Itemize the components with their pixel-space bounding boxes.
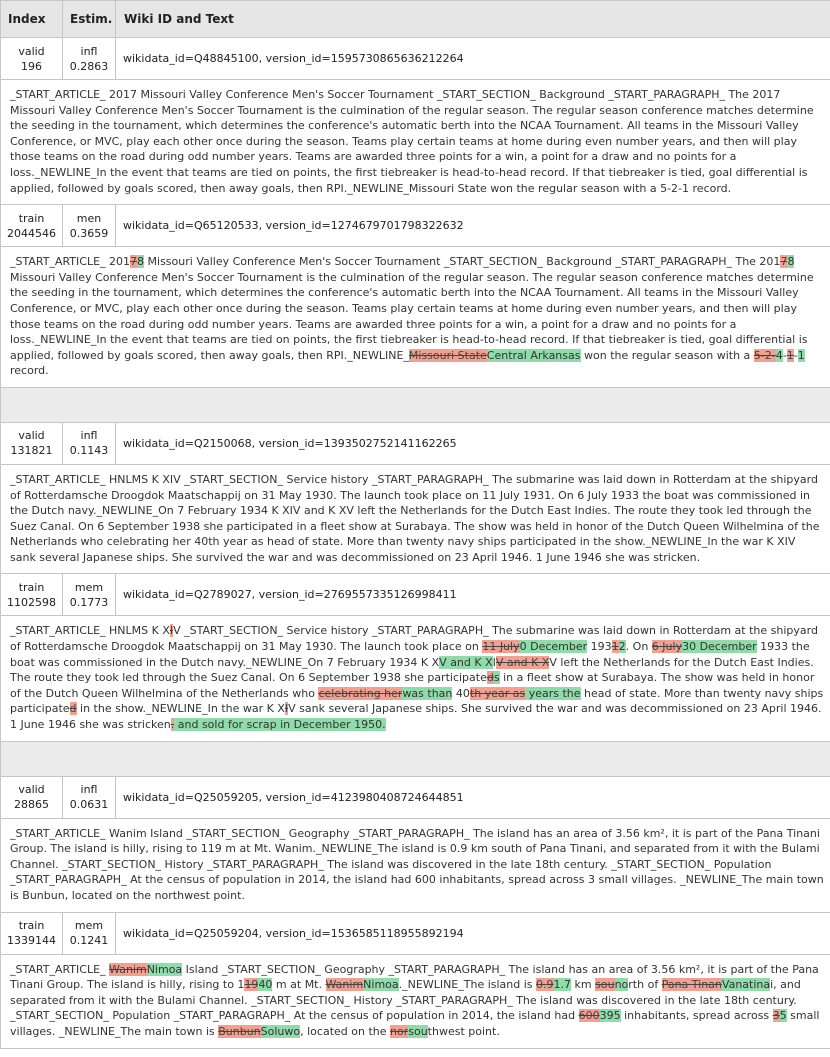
index-cell [1,574,63,616]
train-text-row [1,616,830,741]
text-segment: 40 [452,686,470,700]
inserted-text: Soluwo [260,1024,301,1038]
estim-label: infl [80,44,98,58]
index-number: 131821 [10,444,53,458]
deleted-text: Wanim [109,962,147,976]
text-segment: in a fleet show at Surabaya. The show was held in honor of the Dutch Queen Wilhelmina of the Netherlands who [10,671,815,700]
text-segment: 1933 the boat was commissioned in the Dutch navy._NEWLINE_On 7 February 1934 K X [10,640,810,669]
train-meta-row [1,205,830,247]
index-number: 196 [21,59,42,73]
inserted-text: was than [402,686,453,700]
inserted-text: Central Arkansas [486,348,581,362]
deleted-text: I [169,624,174,638]
wiki-id-text: wikidata_id=Q25059204, version_id=1536585118955892194 [123,926,464,940]
inserted-text: and sold for scrap in December 1950. [174,718,386,732]
inserted-text: 40 [258,978,273,992]
text-segment: head of state. More than twenty navy ships participate [10,686,824,716]
text-segment: Island _START_SECTION_ Geography _START_PARAGRAPH_ The island has an area of 3.56 km², it is part of the Pana Tinani Group. The island is hilly, rising to 1 [10,962,819,992]
text-segment: , located on the [300,1024,390,1038]
text-segment: in the show._NEWLINE_In the war K X [76,702,285,716]
deleted-text: . [170,718,175,732]
header-row [1,1,830,38]
deleted-text: sou [595,978,615,992]
deleted-text: 1 [611,640,619,654]
separator-cell [1,741,830,776]
deleted-text: 11 July [482,640,520,654]
train-text-row [1,954,830,1048]
deleted-text: 5-2- [753,348,776,362]
text-segment: V left the Netherlands for the Dutch East Indies. The route they took led through the Suez Canal. On 6 September 1938 she participate [10,655,814,685]
wiki-id-text: wikidata_id=Q65120533, version_id=1274679701798322632 [123,219,464,233]
valid-meta-row [1,38,830,80]
text-segment: won the regular season with a [580,348,754,362]
article-text: _START_ARTICLE_ Wanim Island _START_SECTION_ Geography _START_PARAGRAPH_ The island has an area of 3.56 km², it is part of the Pana Tinani Group. The island is hilly, rising to 119 m at Mt. Wanim._NEWLINE_The island is 0.9 km south of Pana Tinani, and separated from it with the Bulami Channel. _START_SECTION_ History _START_PARAGRAPH_ The island was discovered in the late 18th century. _START_SECTION_ Population _START_PARAGRAPH_ At the census of population in 2014, the island had 600 inhabitants, spread across 3 small villages. _NEWLINE_The main town is Bunbun, located on the northwest point. [1,818,830,912]
estim-label: infl [80,783,98,797]
text-segment: small villages. _NEWLINE_The main town is [10,1009,820,1038]
wiki-id-text: wikidata_id=Q48845100, version_id=1595730865636212264 [123,52,464,65]
deleted-text: d [486,671,494,685]
index-cell [1,912,63,954]
inserted-text: 30 December [682,640,757,654]
deleted-text: celebrating her [318,686,403,700]
inserted-text: 1.7 [553,978,572,992]
text-segment: m at Mt. [272,978,326,992]
text-segment: _START_ARTICLE_ 201 [10,255,131,269]
article-text [1,954,830,1048]
deleted-text: V and K X [495,655,550,669]
header-wiki: Wiki ID and Text [116,1,830,38]
deleted-text: Missouri State [408,348,487,362]
inserted-text: 2 [618,640,626,654]
text-segment: V _START_SECTION_ Service history _START_PARAGRAPH_ The submarine was laid down in Rotterdam at the shipyard of Rotterdamsche Droogdok Maatschappij on 31 May 1930. The launch took place on [10,624,818,654]
inserted-text: 395 [599,1009,621,1023]
wiki-id-text: wikidata_id=Q2789027, version_id=2769557335126998411 [123,588,457,602]
inserted-text: Nimoa [146,962,183,976]
inserted-text: 5 [779,1009,787,1023]
deleted-text: 7 [780,255,788,269]
group-separator [1,741,830,776]
text-segment: record. [10,364,49,378]
deleted-text: 0.9 [536,978,554,992]
results-body [1,38,830,1049]
deleted-text: nor [390,1024,409,1038]
estim-score: 0.2863 [69,59,109,73]
index-cell [1,38,63,80]
estim-score: 0.3659 [69,226,109,240]
wiki-id-text: wikidata_id=Q25059205, version_id=4123980408724644851 [123,790,464,804]
inserted-text: V and K X [439,655,493,669]
estim-score: 0.1143 [69,444,109,458]
estim-cell [63,422,116,464]
split-label: train [18,919,45,933]
header-index: Index [1,1,63,38]
index-number: 2044546 [7,226,56,240]
index-cell [1,205,63,247]
inserted-text: 1 [797,348,805,362]
index-number: 1339144 [7,934,56,948]
text-segment: I [492,655,496,669]
estim-cell [63,776,116,818]
article-text [1,247,830,388]
inserted-text: s [493,671,500,685]
text-segment: - [782,348,787,362]
train-meta-row [1,574,830,616]
inserted-text: 0 December [519,640,588,654]
estim-cell [63,38,116,80]
text-segment: rth of [628,978,662,992]
estim-cell [63,205,116,247]
wiki-id-cell [116,205,830,247]
estim-score: 0.1773 [69,595,109,609]
deleted-text: th year as [469,686,526,700]
inserted-text: sou [408,1024,428,1038]
inserted-text: Vanatina [721,978,771,992]
text-segment: 193 [587,640,612,654]
estim-label: mem [74,919,104,933]
group-separator [1,387,830,422]
inserted-text: years the [525,686,581,700]
text-segment: thwest point. [427,1024,500,1038]
valid-text-row [1,80,830,205]
split-label: valid [18,429,45,443]
inserted-text: 8 [137,255,145,269]
estim-score: 0.1241 [69,934,109,948]
index-number: 1102598 [7,595,56,609]
article-text [1,616,830,741]
inserted-text: 4 [775,348,783,362]
text-segment: - [793,348,798,362]
text-segment: Missouri Valley Conference Men's Soccer Tournament _START_SECTION_ Background _START_PARAGRAPH_ The 201 [144,255,781,269]
deleted-text: Wanim [325,978,364,992]
estim-label: men [76,211,102,225]
text-segment: km [571,978,596,992]
text-segment: . On [625,640,652,654]
wiki-id-cell [116,912,830,954]
wiki-id-cell [116,422,830,464]
deleted-text: Pana Tinan [661,978,722,992]
deleted-text: 19 [244,978,259,992]
valid-meta-row [1,776,830,818]
split-label: valid [18,44,45,58]
deleted-text: 600 [578,1009,600,1023]
deleted-text: 1 [786,348,794,362]
text-segment: Missouri Valley Conference Men's Soccer Tournament is the culmination of the regular season. The regular season conference matches determine the seeding in the tournament, which determines the conference's automatic berth into the NCAA Tournament. All teams in the Missouri Valley Conference, or MVC, play each other once during the season. Teams play certain teams at home during even number years, and then will play those teams on the road during odd number years. Teams are awarded three points for a win, a point for a draw and no points for a loss._NEWLINE_In the event that teams are tied on points, the first tiebreaker is head-to-head record. If that tiebreaker is tied, goal differential is applied, followed by goals scored, then away goals, then RPI._NEWLINE_ [10,270,814,362]
index-number: 28865 [14,798,49,812]
split-label: train [18,211,45,225]
valid-meta-row [1,422,830,464]
deleted-text: 7 [130,255,138,269]
header-estim: Estim. [63,1,116,38]
inserted-text: Nimoa [363,978,399,992]
deleted-text: 3 [772,1009,780,1023]
estim-cell [63,912,116,954]
estim-cell [63,574,116,616]
separator-cell [1,387,830,422]
text-segment: V sank several Japanese ships. She survived the war and was decommissioned on 23 April 1946. 1 June 1946 she was stricken [10,702,822,732]
wiki-id-cell [116,574,830,616]
split-label: train [18,580,45,594]
deleted-text: 6 July [651,640,683,654]
inserted-text: no [614,978,629,992]
split-label: valid [18,783,45,797]
deleted-text: d [69,702,77,716]
text-segment: _START_ARTICLE_ [10,962,110,976]
estim-label: mem [74,580,104,594]
estim-label: infl [80,429,98,443]
text-segment: inhabitants, spread across [620,1009,773,1023]
deleted-text: I [284,702,289,716]
article-text: _START_ARTICLE_ 2017 Missouri Valley Conference Men's Soccer Tournament _START_SECTION_ Background _START_PARAGRAPH_ The 2017 Missouri Valley Conference Men's Soccer Tournament is the culmination of the regular season. The regular season conference matches determine the seeding in the tournament, which determines the conference's automatic berth into the NCAA Tournament. All teams in the Missouri Valley Conference, or MVC, play each other once during the season. Teams play certain teams at home during even number years, and then will play those teams on the road during odd number years. Teams are awarded three points for a win, a point for a draw and no points for a loss._NEWLINE_In the event that teams are tied on points, the first tiebreaker is head-to-head record. If that tiebreaker is tied, goal differential is applied, followed by goals scored, then away goals, then RPI._NEWLINE_Missouri State won the regular season with a 5-2-1 record. [1,80,830,205]
valid-text-row [1,818,830,912]
text-segment: i, and separated from it with the Bulami Channel. _START_SECTION_ History _START_PARAGRAPH_ The island was discovered in the late 18th century. _START_SECTION_ Population _START_PARAGRAPH_ At the census of population in 2014, the island had [10,978,801,1023]
train-meta-row [1,912,830,954]
text-segment: _START_ARTICLE_ HNLMS K X [10,624,170,638]
index-cell [1,776,63,818]
wiki-id-cell [116,38,830,80]
deleted-text: Bunbun [218,1024,261,1038]
index-cell [1,422,63,464]
inserted-text: 8 [787,255,795,269]
article-text: _START_ARTICLE_ HNLMS K XIV _START_SECTION_ Service history _START_PARAGRAPH_ The submarine was laid down in Rotterdam at the shipyard of Rotterdamsche Droogdok Maatschappij on 31 May 1930. The launch took place on 11 July 1931. On 6 July 1933 the boat was commissioned in the Dutch navy._NEWLINE_On 7 February 1934 K XIV and K XV left the Netherlands for the Dutch East Indies. The route they took led through the Suez Canal. On 6 September 1938 she participated in a fleet show at Surabaya. The show was held in honor of the Dutch Queen Wilhelmina of the Netherlands who celebrating her 40th year as head of state. More than twenty navy ships participated in the show._NEWLINE_In the war K XIV sank several Japanese ships. She survived the war and was decommissioned on 23 April 1946. 1 June 1946 she was stricken. [1,464,830,574]
train-text-row [1,247,830,388]
wiki-id-text: wikidata_id=Q2150068, version_id=1393502752141162265 [123,436,457,450]
valid-text-row [1,464,830,574]
wiki-id-cell [116,776,830,818]
text-segment: ._NEWLINE_The island is [398,978,537,992]
estim-score: 0.0631 [69,798,109,812]
